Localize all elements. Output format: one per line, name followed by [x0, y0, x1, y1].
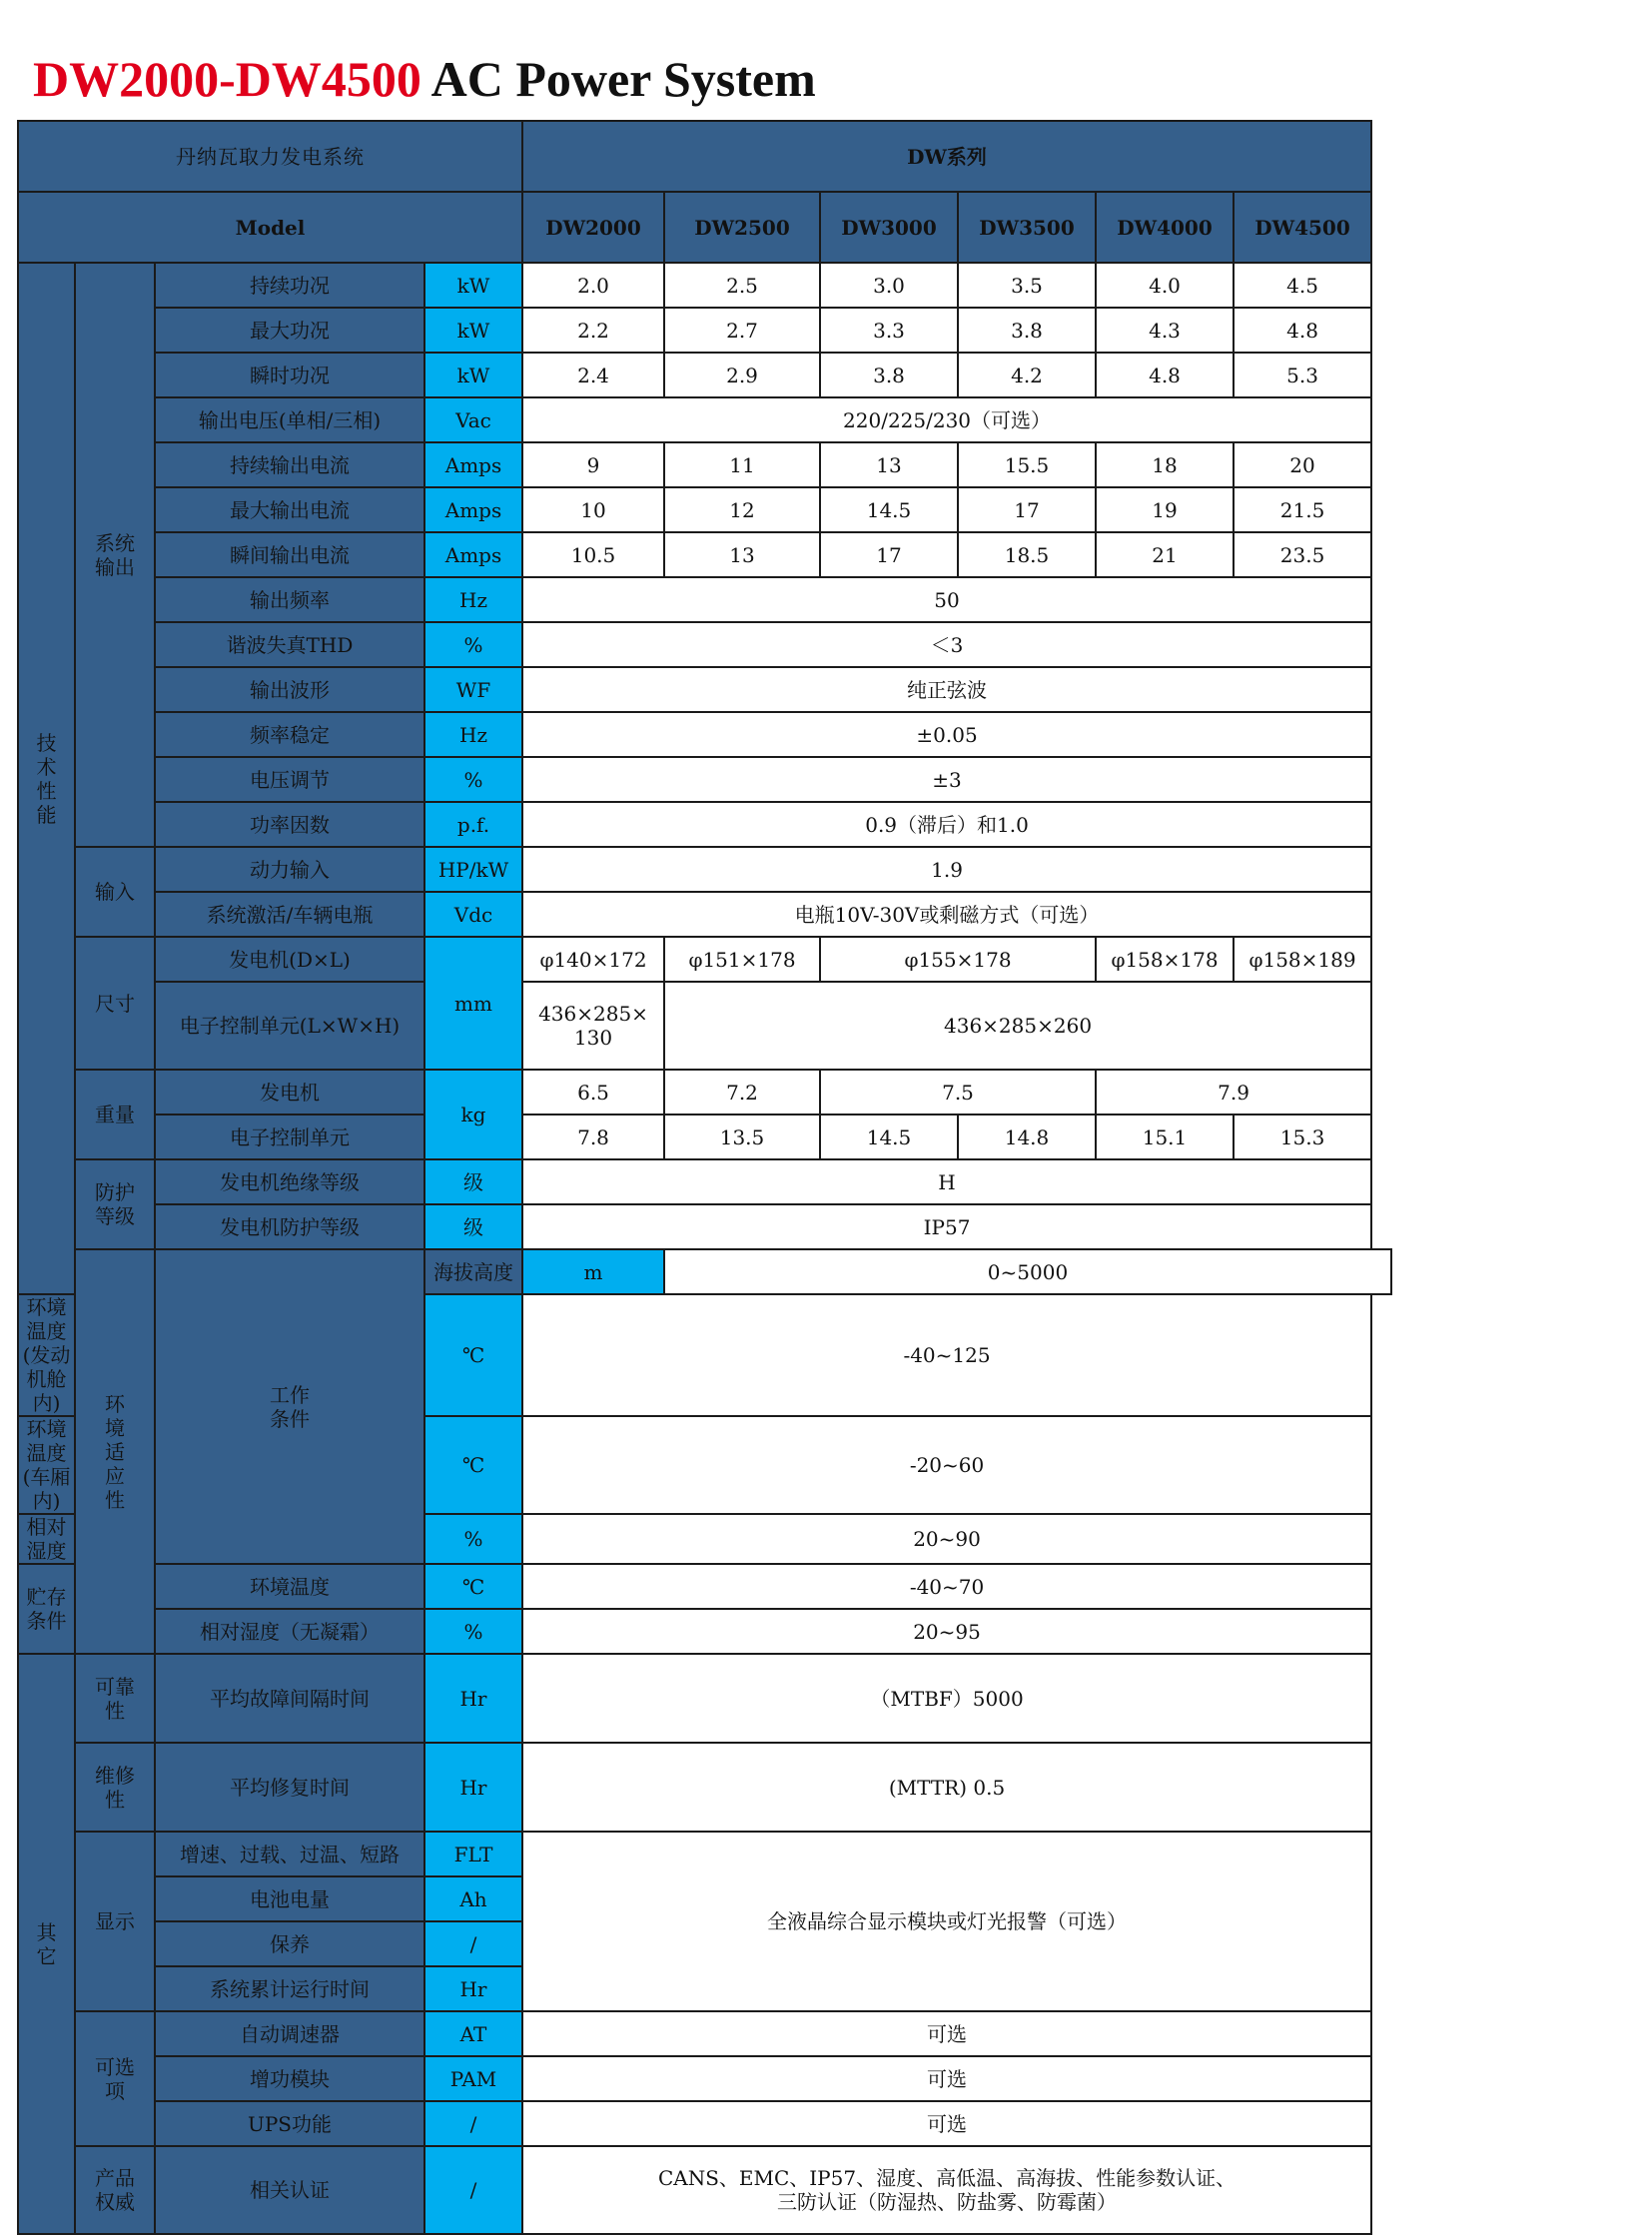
value-cell: 2.5 — [664, 263, 820, 308]
value-cell: φ151×178 — [664, 937, 820, 982]
value-cell: 18 — [1096, 442, 1234, 487]
value-cell: 7.8 — [522, 1115, 664, 1159]
value-cell: 2.2 — [522, 308, 664, 353]
row-label: 电池电量 — [155, 1876, 424, 1921]
row-label: 持续功况 — [155, 263, 424, 308]
value-cell: 可选 — [522, 2101, 1371, 2146]
model-header: DW4000 — [1096, 192, 1234, 263]
value-cell: 3.5 — [958, 263, 1096, 308]
subgroup-reliability: 可靠 性 — [75, 1654, 155, 1743]
row-label: 瞬间输出电流 — [155, 532, 424, 577]
value-cell: 17 — [958, 487, 1096, 532]
value-cell: 21 — [1096, 532, 1234, 577]
value-cell: 电瓶10V-30V或剩磁方式（可选） — [522, 892, 1371, 937]
subgroup-protection: 防护 等级 — [75, 1159, 155, 1249]
row-label: 系统激活/车辆电瓶 — [155, 892, 424, 937]
unit-cell: % — [424, 1514, 522, 1564]
value-cell: 4.8 — [1234, 308, 1371, 353]
value-cell: 13 — [664, 532, 820, 577]
value-cell: 3.0 — [820, 263, 958, 308]
row-label: 瞬时功况 — [155, 353, 424, 397]
title-model-range: DW2000-DW4500 — [33, 51, 421, 107]
unit-cell: m — [522, 1249, 664, 1294]
unit-cell: Vac — [424, 397, 522, 442]
value-cell: 2.9 — [664, 353, 820, 397]
value-cell: 2.7 — [664, 308, 820, 353]
row-label: 增速、过载、过温、短路 — [155, 1832, 424, 1876]
row-label: 平均故障间隔时间 — [155, 1654, 424, 1743]
subgroup-system-output: 系统 输出 — [75, 263, 155, 847]
value-cell: 14.5 — [820, 487, 958, 532]
row-label: 电压调节 — [155, 757, 424, 802]
value-cell: φ158×178 — [1096, 937, 1234, 982]
unit-cell: / — [424, 1921, 522, 1966]
model-label: Model — [18, 192, 522, 263]
value-cell: 19 — [1096, 487, 1234, 532]
unit-cell: Vdc — [424, 892, 522, 937]
unit-cell: kW — [424, 353, 522, 397]
unit-cell: AT — [424, 2011, 522, 2056]
value-cell: 4.2 — [958, 353, 1096, 397]
unit-cell: / — [424, 2146, 522, 2234]
value-cell: 7.9 — [1096, 1070, 1371, 1115]
row-label: 频率稳定 — [155, 712, 424, 757]
value-cell: -40~125 — [522, 1294, 1371, 1416]
subgroup-product-authority: 产品 权威 — [75, 2146, 155, 2234]
row-label: 电子控制单元 — [155, 1115, 424, 1159]
unit-cell: HP/kW — [424, 847, 522, 892]
row-label: 输出频率 — [155, 577, 424, 622]
unit-cell: ℃ — [424, 1564, 522, 1609]
row-label: 系统累计运行时间 — [155, 1966, 424, 2011]
model-header: DW2000 — [522, 192, 664, 263]
row-label: 最大输出电流 — [155, 487, 424, 532]
value-cell: 50 — [522, 577, 1371, 622]
value-cell: 可选 — [522, 2056, 1371, 2101]
series-label: DW系列 — [522, 121, 1371, 192]
subgroup-input: 输入 — [75, 847, 155, 937]
row-label: UPS功能 — [155, 2101, 424, 2146]
value-cell: 0.9（滞后）和1.0 — [522, 802, 1371, 847]
system-name: 丹纳瓦取力发电系统 — [18, 121, 522, 192]
value-cell: 20~90 — [522, 1514, 1371, 1564]
unit-cell: ℃ — [424, 1294, 522, 1416]
value-cell: φ158×189 — [1234, 937, 1371, 982]
row-label: 电子控制单元(L×W×H) — [155, 982, 424, 1070]
value-cell: 4.0 — [1096, 263, 1234, 308]
unit-cell: 级 — [424, 1204, 522, 1249]
unit-cell: kW — [424, 308, 522, 353]
model-header: DW3000 — [820, 192, 958, 263]
value-cell: -40~70 — [522, 1564, 1371, 1609]
unit-cell: FLT — [424, 1832, 522, 1876]
value-cell: 18.5 — [958, 532, 1096, 577]
value-cell: 20~95 — [522, 1609, 1371, 1654]
value-cell: 4.8 — [1096, 353, 1234, 397]
subgroup-display: 显示 — [75, 1832, 155, 2011]
subgroup-optional: 可选 项 — [75, 2011, 155, 2146]
value-cell: （MTBF）5000 — [522, 1654, 1371, 1743]
value-cell: 12 — [664, 487, 820, 532]
row-label: 海拔高度 — [424, 1249, 522, 1294]
value-cell: 436×285×260 — [664, 982, 1371, 1070]
page-title — [33, 50, 816, 108]
row-label: 发电机(D×L) — [155, 937, 424, 982]
value-cell: 3.8 — [820, 353, 958, 397]
group-environment: 环 境 适 应 性 — [75, 1249, 155, 1654]
unit-cell: Ah — [424, 1876, 522, 1921]
value-cell: 1.9 — [522, 847, 1371, 892]
row-label: 相对湿度 — [18, 1514, 75, 1564]
value-cell: 436×285× 130 — [522, 982, 664, 1070]
value-cell: 13 — [820, 442, 958, 487]
value-cell: 4.5 — [1234, 263, 1371, 308]
value-cell: 可选 — [522, 2011, 1371, 2056]
subgroup-maintainability: 维修 性 — [75, 1743, 155, 1832]
row-label: 相关认证 — [155, 2146, 424, 2234]
row-label: 平均修复时间 — [155, 1743, 424, 1832]
unit-cell: / — [424, 2101, 522, 2146]
model-header: DW2500 — [664, 192, 820, 263]
model-header: DW4500 — [1234, 192, 1371, 263]
unit-cell: mm — [424, 937, 522, 1070]
unit-cell: Amps — [424, 487, 522, 532]
model-header: DW3500 — [958, 192, 1096, 263]
value-cell: 0~5000 — [664, 1249, 1391, 1294]
value-cell: 21.5 — [1234, 487, 1371, 532]
subgroup-size: 尺寸 — [75, 937, 155, 1070]
unit-cell: 级 — [424, 1159, 522, 1204]
unit-cell: % — [424, 757, 522, 802]
value-cell: ±3 — [522, 757, 1371, 802]
value-cell: 6.5 — [522, 1070, 664, 1115]
value-cell: 23.5 — [1234, 532, 1371, 577]
value-cell: IP57 — [522, 1204, 1371, 1249]
group-other: 其 它 — [18, 1654, 75, 2234]
value-cell: 3.8 — [958, 308, 1096, 353]
value-cell: 2.4 — [522, 353, 664, 397]
row-label: 环境温度(车厢内) — [18, 1416, 75, 1514]
title-product: AC Power System — [430, 51, 816, 107]
subgroup-storage-conditions: 贮存 条件 — [18, 1564, 75, 1654]
value-cell: 全液晶综合显示模块或灯光报警（可选） — [522, 1832, 1371, 2011]
group-tech: 技 术 性 能 — [18, 263, 75, 1294]
value-cell: 14.5 — [820, 1115, 958, 1159]
unit-cell: kg — [424, 1070, 522, 1159]
unit-cell: % — [424, 1609, 522, 1654]
value-cell: 15.3 — [1234, 1115, 1371, 1159]
value-cell: 3.3 — [820, 308, 958, 353]
value-cell: 11 — [664, 442, 820, 487]
unit-cell: PAM — [424, 2056, 522, 2101]
unit-cell: Amps — [424, 442, 522, 487]
row-label: 谐波失真THD — [155, 622, 424, 667]
value-cell: 13.5 — [664, 1115, 820, 1159]
value-cell: 10.5 — [522, 532, 664, 577]
value-cell: 9 — [522, 442, 664, 487]
unit-cell: Amps — [424, 532, 522, 577]
value-cell: 220/225/230（可选） — [522, 397, 1371, 442]
row-label: 发电机绝缘等级 — [155, 1159, 424, 1204]
value-cell: 14.8 — [958, 1115, 1096, 1159]
unit-cell: % — [424, 622, 522, 667]
value-cell: 5.3 — [1234, 353, 1371, 397]
unit-cell: p.f. — [424, 802, 522, 847]
row-label: 自动调速器 — [155, 2011, 424, 2056]
value-cell: 17 — [820, 532, 958, 577]
unit-cell: Hr — [424, 1966, 522, 2011]
value-cell: 4.3 — [1096, 308, 1234, 353]
row-label: 环境温度(发动机舱内) — [18, 1294, 75, 1416]
row-label: 发电机防护等级 — [155, 1204, 424, 1249]
row-label: 动力输入 — [155, 847, 424, 892]
value-cell: 7.2 — [664, 1070, 820, 1115]
unit-cell: Hr — [424, 1743, 522, 1832]
value-cell: 15.1 — [1096, 1115, 1234, 1159]
row-label: 增功模块 — [155, 2056, 424, 2101]
value-cell: -20~60 — [522, 1416, 1371, 1514]
unit-cell: ℃ — [424, 1416, 522, 1514]
unit-cell: Hz — [424, 577, 522, 622]
subgroup-work-conditions: 工作 条件 — [155, 1249, 424, 1564]
row-label: 环境温度 — [155, 1564, 424, 1609]
row-label: 相对湿度（无凝霜） — [155, 1609, 424, 1654]
value-cell: CANS、EMC、IP57、湿度、高低温、高海拔、性能参数认证、 三防认证（防湿热、防盐雾、防霉菌） — [522, 2146, 1371, 2234]
value-cell: (MTTR) 0.5 — [522, 1743, 1371, 1832]
value-cell: 7.5 — [820, 1070, 1096, 1115]
value-cell: 纯正弦波 — [522, 667, 1371, 712]
row-label: 最大功况 — [155, 308, 424, 353]
value-cell: ＜3 — [522, 622, 1371, 667]
value-cell: ±0.05 — [522, 712, 1371, 757]
value-cell: φ140×172 — [522, 937, 664, 982]
value-cell: H — [522, 1159, 1371, 1204]
row-label: 功率因数 — [155, 802, 424, 847]
value-cell: 10 — [522, 487, 664, 532]
unit-cell: WF — [424, 667, 522, 712]
spec-table — [17, 120, 1392, 2235]
row-label: 持续输出电流 — [155, 442, 424, 487]
value-cell: 2.0 — [522, 263, 664, 308]
subgroup-weight: 重量 — [75, 1070, 155, 1159]
row-label: 发电机 — [155, 1070, 424, 1115]
unit-cell: Hr — [424, 1654, 522, 1743]
value-cell: 20 — [1234, 442, 1371, 487]
value-cell: φ155×178 — [820, 937, 1096, 982]
unit-cell: Hz — [424, 712, 522, 757]
row-label: 输出波形 — [155, 667, 424, 712]
value-cell: 15.5 — [958, 442, 1096, 487]
row-label: 保养 — [155, 1921, 424, 1966]
row-label: 输出电压(单相/三相) — [155, 397, 424, 442]
unit-cell: kW — [424, 263, 522, 308]
